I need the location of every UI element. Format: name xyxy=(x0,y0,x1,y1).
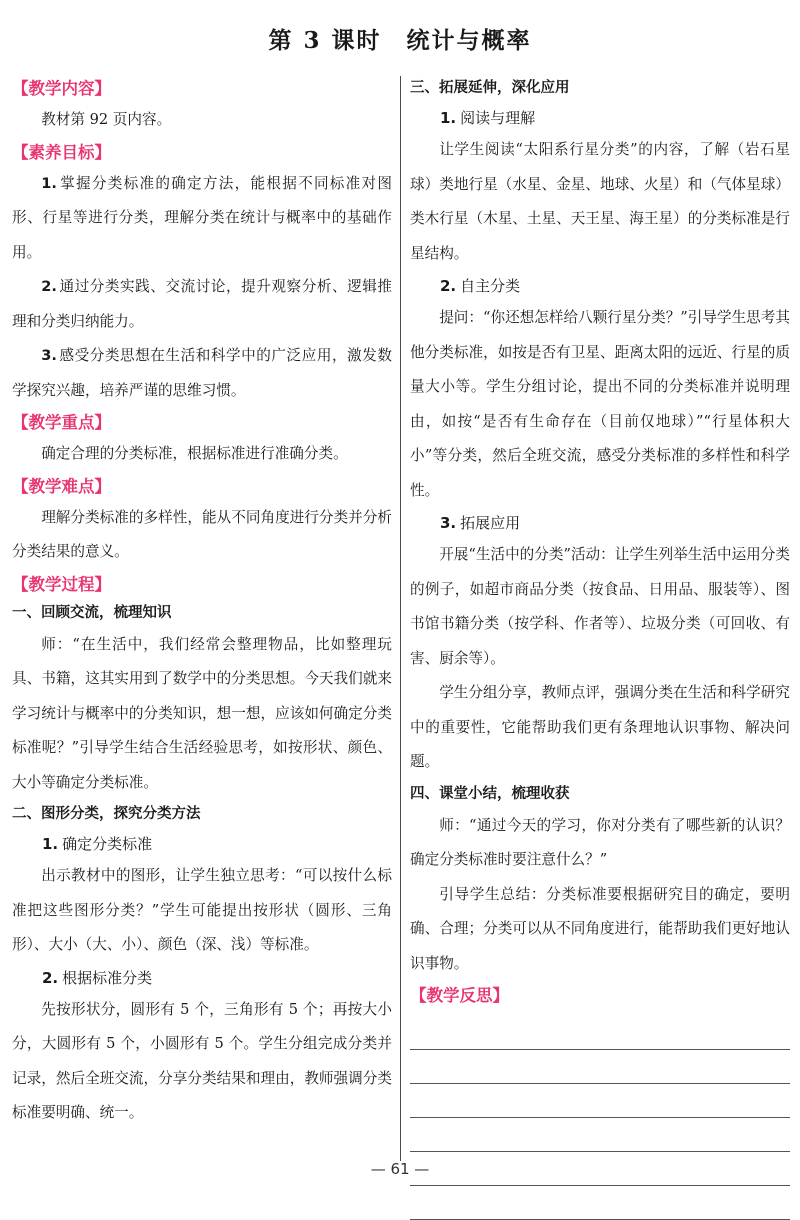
section-3-sub-2-title: 自主分类 xyxy=(460,277,521,295)
goal-2 xyxy=(12,270,392,339)
writing-line xyxy=(410,1186,790,1220)
section-2-sub-2 xyxy=(12,963,392,993)
section-1-heading: 一、回顾交流，梳理知识 xyxy=(12,604,172,621)
teaching-content-text: 教材第 92 页内容。 xyxy=(41,111,172,128)
writing-line xyxy=(410,1016,790,1050)
page-number: — 61 — xyxy=(370,1160,430,1178)
section-3-sub-3 xyxy=(410,508,790,538)
process-tag: 【教学过程】 xyxy=(12,574,111,594)
goal-3 xyxy=(12,339,392,408)
section-3-sub-2-text: 提问：“你还想怎样给八颗行星分类？”引导学生思考其他分类标准，如按是否有卫星、距离太阳的远近、行星的质量大小等。学生分组讨论，提出不同的分类标准并说明理由，如按“是否有生命存在（目前仅地球）”“行星体积大小”等分类，然后全班交流，感受分类标准的多样性和科学性。 xyxy=(410,309,790,499)
goal-2-number: 2. xyxy=(41,278,57,295)
section-3-sub-1-text: 让学生阅读“太阳系行星分类”的内容，了解（岩石星球）类地行星（水星、金星、地球、火星）和（气体星球）类木行星（木星、土星、天王星、海王星）的分类标准是行星结构。 xyxy=(410,141,790,262)
goals-tag: 【素养目标】 xyxy=(12,142,111,162)
section-3-sub-3-text: 开展“生活中的分类”活动：让学生列举生活中运用分类的例子，如超市商品分类（按食品、日用品、服装等）、图书馆书籍分类（按学科、作者等）、垃圾分类（可回收、有害、厨余等）。 xyxy=(410,546,790,667)
writing-line xyxy=(410,1050,790,1084)
section-3-sub-3-text-2: 学生分组分享，教师点评，强调分类在生活和科学研究中的重要性，它能帮助我们更有条理地认识事物、解决问题。 xyxy=(410,684,790,770)
section-2-sub-2-text: 先按形状分，圆形有 5 个，三角形有 5 个；再按大小分，大圆形有 5 个，小圆形有 5 个。学生分组完成分类并记录，然后全班交流，分享分类结果和理由，教师强调分类标准要明确、统一。 xyxy=(12,1000,392,1121)
section-2-sub-2-title: 根据标准分类 xyxy=(62,968,153,987)
section-3-sub-3-number: 3. xyxy=(440,514,457,532)
column-divider xyxy=(400,76,401,1161)
section-4-heading: 四、课堂小结，梳理收获 xyxy=(410,785,570,802)
writing-line xyxy=(410,1084,790,1118)
section-4-text-2: 引导学生总结：分类标准要根据研究目的确定，要明确、合理；分类可以从不同角度进行，能帮助我们更好地认识事物。 xyxy=(410,885,790,972)
section-2-sub-1-number: 1. xyxy=(42,835,59,853)
section-2-sub-1-title: 确定分类标准 xyxy=(62,835,153,853)
goal-3-number: 3. xyxy=(41,347,57,364)
section-3-sub-1-number: 1. xyxy=(440,109,457,127)
right-column xyxy=(410,74,790,1220)
section-3-heading: 三、拓展延伸，深化应用 xyxy=(410,80,570,96)
reflection-tag: 【教学反思】 xyxy=(410,986,509,1005)
goal-1-number: 1. xyxy=(41,174,57,192)
left-column xyxy=(12,74,392,1131)
section-2-sub-1-text: 出示教材中的图形，让学生独立思考：“可以按什么标准把这些图形分类？”学生可能提出按形状（圆形、三角形）、大小（大、小）、颜色（深、浅）等标准。 xyxy=(12,867,392,953)
section-3-sub-3-title: 拓展应用 xyxy=(460,514,521,532)
key-points-tag: 【教学重点】 xyxy=(12,413,111,432)
section-1-text: 师：“在生活中，我们经常会整理物品，比如整理玩具、书籍，这其实用到了数学中的分类思想。今天我们就来学习统计与概率中的分类知识，想一想，应该如何确定分类标准呢？”引导学生结合生活经验思考，如按形状、颜色、大小等确定分类标准。 xyxy=(12,635,392,791)
goal-2-text: 通过分类实践、交流讨论，提升观察分析、逻辑推理和分类归纳能力。 xyxy=(12,278,392,330)
difficulties-tag: 【教学难点】 xyxy=(12,476,111,496)
key-points-text: 确定合理的分类标准，根据标准进行准确分类。 xyxy=(41,445,348,462)
section-3-sub-2 xyxy=(410,271,790,301)
section-2-sub-1 xyxy=(12,829,392,859)
section-3-sub-1 xyxy=(410,103,790,133)
section-3-sub-2-number: 2. xyxy=(440,277,457,295)
section-2-sub-2-number: 2. xyxy=(42,968,59,987)
goal-1 xyxy=(12,167,392,271)
writing-line xyxy=(410,1118,790,1152)
reflection-lines xyxy=(410,1016,790,1220)
goal-1-text: 掌握分类标准的确定方法，能根据不同标准对图形、行星等进行分类，理解分类在统计与概率中的基础作用。 xyxy=(12,174,392,261)
difficulties-text: 理解分类标准的多样性，能从不同角度进行分类并分析分类结果的意义。 xyxy=(12,508,392,560)
section-3-sub-1-title: 阅读与理解 xyxy=(460,109,536,127)
section-4-text: 师：“通过今天的学习，你对分类有了哪些新的认识？确定分类标准时要注意什么？” xyxy=(410,816,790,868)
section-2-heading: 二、图形分类，探究分类方法 xyxy=(12,806,201,822)
page-title: 第 3 课时 统计与概率 xyxy=(268,27,532,54)
goal-3-text: 感受分类思想在生活和科学中的广泛应用，激发数学探究兴趣，培养严谨的思维习惯。 xyxy=(12,347,392,399)
teaching-content-tag: 【教学内容】 xyxy=(12,79,111,98)
